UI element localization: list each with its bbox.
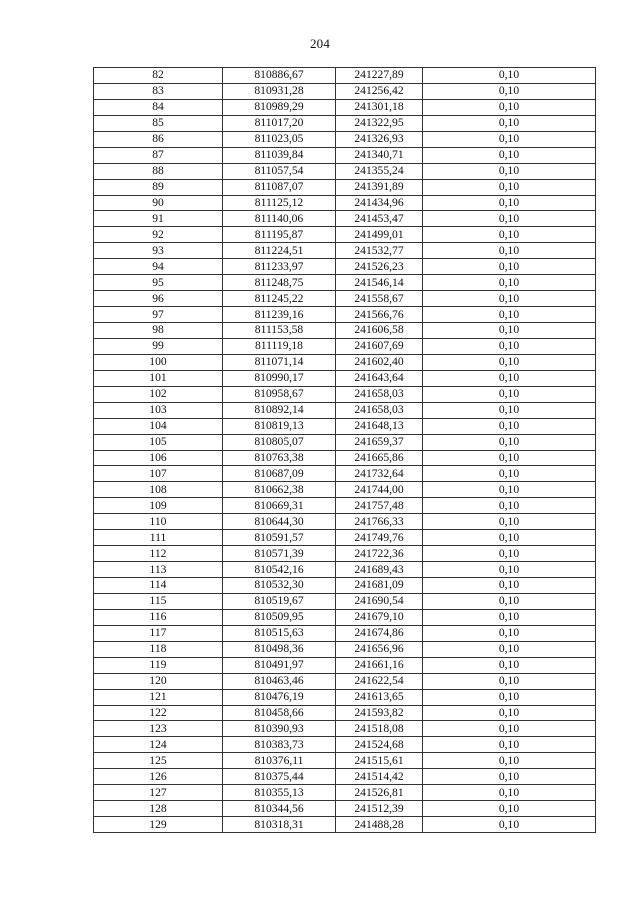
y-coordinate-cell: 241722,36 bbox=[336, 546, 423, 562]
y-coordinate-cell: 241453,47 bbox=[336, 211, 423, 227]
table-row bbox=[94, 115, 596, 131]
y-coordinate-cell: 241606,58 bbox=[336, 323, 423, 339]
table-row bbox=[94, 817, 596, 833]
table-row bbox=[94, 530, 596, 546]
table-row bbox=[94, 578, 596, 594]
table-row bbox=[94, 307, 596, 323]
value-cell: 0,10 bbox=[423, 115, 596, 131]
x-coordinate-cell: 810662,38 bbox=[223, 482, 336, 498]
table-row bbox=[94, 705, 596, 721]
x-coordinate-cell: 810644,30 bbox=[223, 514, 336, 530]
x-coordinate-cell: 810376,11 bbox=[223, 753, 336, 769]
value-cell: 0,10 bbox=[423, 817, 596, 833]
y-coordinate-cell: 241227,89 bbox=[336, 68, 423, 84]
value-cell: 0,10 bbox=[423, 721, 596, 737]
x-coordinate-cell: 811153,58 bbox=[223, 323, 336, 339]
point-number-cell: 123 bbox=[94, 721, 223, 737]
x-coordinate-cell: 810886,67 bbox=[223, 68, 336, 84]
x-coordinate-cell: 810532,30 bbox=[223, 578, 336, 594]
table-row bbox=[94, 99, 596, 115]
x-coordinate-cell: 811248,75 bbox=[223, 275, 336, 291]
table-row bbox=[94, 259, 596, 275]
y-coordinate-cell: 241518,08 bbox=[336, 721, 423, 737]
value-cell: 0,10 bbox=[423, 195, 596, 211]
value-cell: 0,10 bbox=[423, 450, 596, 466]
x-coordinate-cell: 810687,09 bbox=[223, 466, 336, 482]
x-coordinate-cell: 810355,13 bbox=[223, 785, 336, 801]
y-coordinate-cell: 241661,16 bbox=[336, 657, 423, 673]
table-row bbox=[94, 737, 596, 753]
table-row bbox=[94, 562, 596, 578]
value-cell: 0,10 bbox=[423, 737, 596, 753]
value-cell: 0,10 bbox=[423, 673, 596, 689]
table-row bbox=[94, 514, 596, 530]
point-number-cell: 86 bbox=[94, 131, 223, 147]
point-number-cell: 83 bbox=[94, 83, 223, 99]
table-row bbox=[94, 131, 596, 147]
value-cell: 0,10 bbox=[423, 323, 596, 339]
table-row bbox=[94, 609, 596, 625]
value-cell: 0,10 bbox=[423, 386, 596, 402]
value-cell: 0,10 bbox=[423, 482, 596, 498]
y-coordinate-cell: 241656,96 bbox=[336, 641, 423, 657]
point-number-cell: 94 bbox=[94, 259, 223, 275]
point-number-cell: 108 bbox=[94, 482, 223, 498]
table-row bbox=[94, 370, 596, 386]
point-number-cell: 120 bbox=[94, 673, 223, 689]
x-coordinate-cell: 811071,14 bbox=[223, 354, 336, 370]
y-coordinate-cell: 241526,23 bbox=[336, 259, 423, 275]
value-cell: 0,10 bbox=[423, 259, 596, 275]
y-coordinate-cell: 241566,76 bbox=[336, 307, 423, 323]
point-number-cell: 112 bbox=[94, 546, 223, 562]
point-number-cell: 117 bbox=[94, 625, 223, 641]
x-coordinate-cell: 810390,93 bbox=[223, 721, 336, 737]
x-coordinate-cell: 810892,14 bbox=[223, 402, 336, 418]
x-coordinate-cell: 811195,87 bbox=[223, 227, 336, 243]
value-cell: 0,10 bbox=[423, 578, 596, 594]
value-cell: 0,10 bbox=[423, 753, 596, 769]
point-number-cell: 98 bbox=[94, 323, 223, 339]
y-coordinate-cell: 241749,76 bbox=[336, 530, 423, 546]
value-cell: 0,10 bbox=[423, 785, 596, 801]
table-row bbox=[94, 68, 596, 84]
value-cell: 0,10 bbox=[423, 147, 596, 163]
value-cell: 0,10 bbox=[423, 179, 596, 195]
point-number-cell: 101 bbox=[94, 370, 223, 386]
x-coordinate-cell: 810591,57 bbox=[223, 530, 336, 546]
x-coordinate-cell: 810375,44 bbox=[223, 769, 336, 785]
value-cell: 0,10 bbox=[423, 514, 596, 530]
point-number-cell: 107 bbox=[94, 466, 223, 482]
value-cell: 0,10 bbox=[423, 434, 596, 450]
x-coordinate-cell: 811233,97 bbox=[223, 259, 336, 275]
x-coordinate-cell: 811239,16 bbox=[223, 307, 336, 323]
table-row bbox=[94, 498, 596, 514]
point-number-cell: 127 bbox=[94, 785, 223, 801]
point-number-cell: 84 bbox=[94, 99, 223, 115]
table-row bbox=[94, 291, 596, 307]
value-cell: 0,10 bbox=[423, 291, 596, 307]
y-coordinate-cell: 241681,09 bbox=[336, 578, 423, 594]
value-cell: 0,10 bbox=[423, 641, 596, 657]
y-coordinate-cell: 241613,65 bbox=[336, 689, 423, 705]
x-coordinate-cell: 810763,38 bbox=[223, 450, 336, 466]
table-row bbox=[94, 147, 596, 163]
point-number-cell: 116 bbox=[94, 609, 223, 625]
table-row bbox=[94, 625, 596, 641]
x-coordinate-cell: 810498,36 bbox=[223, 641, 336, 657]
x-coordinate-cell: 810819,13 bbox=[223, 418, 336, 434]
x-coordinate-cell: 811119,18 bbox=[223, 338, 336, 354]
y-coordinate-cell: 241512,39 bbox=[336, 801, 423, 817]
y-coordinate-cell: 241546,14 bbox=[336, 275, 423, 291]
point-number-cell: 82 bbox=[94, 68, 223, 84]
point-number-cell: 114 bbox=[94, 578, 223, 594]
x-coordinate-cell: 810519,67 bbox=[223, 593, 336, 609]
value-cell: 0,10 bbox=[423, 211, 596, 227]
point-number-cell: 118 bbox=[94, 641, 223, 657]
x-coordinate-cell: 810344,56 bbox=[223, 801, 336, 817]
x-coordinate-cell: 810491,97 bbox=[223, 657, 336, 673]
table-row bbox=[94, 179, 596, 195]
x-coordinate-cell: 811140,06 bbox=[223, 211, 336, 227]
x-coordinate-cell: 811057,54 bbox=[223, 163, 336, 179]
value-cell: 0,10 bbox=[423, 657, 596, 673]
y-coordinate-cell: 241256,42 bbox=[336, 83, 423, 99]
table-row bbox=[94, 354, 596, 370]
y-coordinate-cell: 241593,82 bbox=[336, 705, 423, 721]
y-coordinate-cell: 241757,48 bbox=[336, 498, 423, 514]
x-coordinate-cell: 810931,28 bbox=[223, 83, 336, 99]
coordinates-table bbox=[93, 67, 596, 833]
point-number-cell: 99 bbox=[94, 338, 223, 354]
y-coordinate-cell: 241526,81 bbox=[336, 785, 423, 801]
point-number-cell: 109 bbox=[94, 498, 223, 514]
table-row bbox=[94, 641, 596, 657]
y-coordinate-cell: 241355,24 bbox=[336, 163, 423, 179]
table-row bbox=[94, 769, 596, 785]
table-row bbox=[94, 195, 596, 211]
point-number-cell: 121 bbox=[94, 689, 223, 705]
x-coordinate-cell: 810458,66 bbox=[223, 705, 336, 721]
table-row bbox=[94, 466, 596, 482]
x-coordinate-cell: 811023,05 bbox=[223, 131, 336, 147]
y-coordinate-cell: 241524,68 bbox=[336, 737, 423, 753]
table-row bbox=[94, 275, 596, 291]
value-cell: 0,10 bbox=[423, 227, 596, 243]
x-coordinate-cell: 810318,31 bbox=[223, 817, 336, 833]
table-row bbox=[94, 83, 596, 99]
x-coordinate-cell: 810509,95 bbox=[223, 609, 336, 625]
point-number-cell: 128 bbox=[94, 801, 223, 817]
point-number-cell: 113 bbox=[94, 562, 223, 578]
value-cell: 0,10 bbox=[423, 769, 596, 785]
x-coordinate-cell: 811245,22 bbox=[223, 291, 336, 307]
table-row bbox=[94, 785, 596, 801]
point-number-cell: 92 bbox=[94, 227, 223, 243]
x-coordinate-cell: 810463,46 bbox=[223, 673, 336, 689]
table-row bbox=[94, 163, 596, 179]
value-cell: 0,10 bbox=[423, 354, 596, 370]
table-row bbox=[94, 211, 596, 227]
table-row bbox=[94, 801, 596, 817]
y-coordinate-cell: 241322,95 bbox=[336, 115, 423, 131]
table-row bbox=[94, 338, 596, 354]
y-coordinate-cell: 241602,40 bbox=[336, 354, 423, 370]
value-cell: 0,10 bbox=[423, 131, 596, 147]
table-row bbox=[94, 418, 596, 434]
point-number-cell: 115 bbox=[94, 593, 223, 609]
x-coordinate-cell: 811039,84 bbox=[223, 147, 336, 163]
point-number-cell: 100 bbox=[94, 354, 223, 370]
x-coordinate-cell: 811087,07 bbox=[223, 179, 336, 195]
y-coordinate-cell: 241558,67 bbox=[336, 291, 423, 307]
table-row bbox=[94, 227, 596, 243]
x-coordinate-cell: 810383,73 bbox=[223, 737, 336, 753]
value-cell: 0,10 bbox=[423, 562, 596, 578]
table-row bbox=[94, 753, 596, 769]
x-coordinate-cell: 810669,31 bbox=[223, 498, 336, 514]
value-cell: 0,10 bbox=[423, 338, 596, 354]
y-coordinate-cell: 241499,01 bbox=[336, 227, 423, 243]
y-coordinate-cell: 241674,86 bbox=[336, 625, 423, 641]
point-number-cell: 126 bbox=[94, 769, 223, 785]
y-coordinate-cell: 241658,03 bbox=[336, 386, 423, 402]
point-number-cell: 96 bbox=[94, 291, 223, 307]
table-row bbox=[94, 673, 596, 689]
value-cell: 0,10 bbox=[423, 99, 596, 115]
x-coordinate-cell: 810571,39 bbox=[223, 546, 336, 562]
y-coordinate-cell: 241679,10 bbox=[336, 609, 423, 625]
value-cell: 0,10 bbox=[423, 593, 596, 609]
x-coordinate-cell: 810958,67 bbox=[223, 386, 336, 402]
y-coordinate-cell: 241607,69 bbox=[336, 338, 423, 354]
y-coordinate-cell: 241689,43 bbox=[336, 562, 423, 578]
point-number-cell: 90 bbox=[94, 195, 223, 211]
y-coordinate-cell: 241648,13 bbox=[336, 418, 423, 434]
y-coordinate-cell: 241690,54 bbox=[336, 593, 423, 609]
value-cell: 0,10 bbox=[423, 609, 596, 625]
table-row bbox=[94, 434, 596, 450]
y-coordinate-cell: 241732,64 bbox=[336, 466, 423, 482]
x-coordinate-cell: 810989,29 bbox=[223, 99, 336, 115]
value-cell: 0,10 bbox=[423, 689, 596, 705]
value-cell: 0,10 bbox=[423, 418, 596, 434]
table-row bbox=[94, 402, 596, 418]
point-number-cell: 111 bbox=[94, 530, 223, 546]
point-number-cell: 119 bbox=[94, 657, 223, 673]
point-number-cell: 122 bbox=[94, 705, 223, 721]
y-coordinate-cell: 241515,61 bbox=[336, 753, 423, 769]
x-coordinate-cell: 811017,20 bbox=[223, 115, 336, 131]
value-cell: 0,10 bbox=[423, 625, 596, 641]
y-coordinate-cell: 241659,37 bbox=[336, 434, 423, 450]
y-coordinate-cell: 241301,18 bbox=[336, 99, 423, 115]
y-coordinate-cell: 241391,89 bbox=[336, 179, 423, 195]
value-cell: 0,10 bbox=[423, 705, 596, 721]
point-number-cell: 103 bbox=[94, 402, 223, 418]
x-coordinate-cell: 811224,51 bbox=[223, 243, 336, 259]
y-coordinate-cell: 241434,96 bbox=[336, 195, 423, 211]
point-number-cell: 124 bbox=[94, 737, 223, 753]
value-cell: 0,10 bbox=[423, 243, 596, 259]
point-number-cell: 125 bbox=[94, 753, 223, 769]
page-number: 204 bbox=[309, 36, 331, 51]
y-coordinate-cell: 241622,54 bbox=[336, 673, 423, 689]
y-coordinate-cell: 241340,71 bbox=[336, 147, 423, 163]
x-coordinate-cell: 810542,16 bbox=[223, 562, 336, 578]
y-coordinate-cell: 241658,03 bbox=[336, 402, 423, 418]
value-cell: 0,10 bbox=[423, 83, 596, 99]
table-row bbox=[94, 721, 596, 737]
coordinates-table-body bbox=[94, 68, 596, 833]
y-coordinate-cell: 241766,33 bbox=[336, 514, 423, 530]
value-cell: 0,10 bbox=[423, 402, 596, 418]
table-row bbox=[94, 323, 596, 339]
value-cell: 0,10 bbox=[423, 370, 596, 386]
value-cell: 0,10 bbox=[423, 801, 596, 817]
point-number-cell: 91 bbox=[94, 211, 223, 227]
point-number-cell: 102 bbox=[94, 386, 223, 402]
point-number-cell: 88 bbox=[94, 163, 223, 179]
table-row bbox=[94, 386, 596, 402]
value-cell: 0,10 bbox=[423, 68, 596, 84]
table-row bbox=[94, 450, 596, 466]
point-number-cell: 106 bbox=[94, 450, 223, 466]
value-cell: 0,10 bbox=[423, 466, 596, 482]
point-number-cell: 97 bbox=[94, 307, 223, 323]
point-number-cell: 95 bbox=[94, 275, 223, 291]
value-cell: 0,10 bbox=[423, 530, 596, 546]
y-coordinate-cell: 241532,77 bbox=[336, 243, 423, 259]
point-number-cell: 85 bbox=[94, 115, 223, 131]
point-number-cell: 87 bbox=[94, 147, 223, 163]
point-number-cell: 129 bbox=[94, 817, 223, 833]
value-cell: 0,10 bbox=[423, 307, 596, 323]
y-coordinate-cell: 241488,28 bbox=[336, 817, 423, 833]
y-coordinate-cell: 241665,86 bbox=[336, 450, 423, 466]
value-cell: 0,10 bbox=[423, 546, 596, 562]
point-number-cell: 110 bbox=[94, 514, 223, 530]
x-coordinate-cell: 810990,17 bbox=[223, 370, 336, 386]
table-row bbox=[94, 657, 596, 673]
value-cell: 0,10 bbox=[423, 498, 596, 514]
table-row bbox=[94, 482, 596, 498]
table-row bbox=[94, 546, 596, 562]
x-coordinate-cell: 810805,07 bbox=[223, 434, 336, 450]
y-coordinate-cell: 241326,93 bbox=[336, 131, 423, 147]
x-coordinate-cell: 810515,63 bbox=[223, 625, 336, 641]
y-coordinate-cell: 241514,42 bbox=[336, 769, 423, 785]
table-row bbox=[94, 593, 596, 609]
point-number-cell: 105 bbox=[94, 434, 223, 450]
y-coordinate-cell: 241744,00 bbox=[336, 482, 423, 498]
point-number-cell: 104 bbox=[94, 418, 223, 434]
x-coordinate-cell: 810476,19 bbox=[223, 689, 336, 705]
y-coordinate-cell: 241643,64 bbox=[336, 370, 423, 386]
point-number-cell: 89 bbox=[94, 179, 223, 195]
x-coordinate-cell: 811125,12 bbox=[223, 195, 336, 211]
point-number-cell: 93 bbox=[94, 243, 223, 259]
table-row bbox=[94, 243, 596, 259]
table-row bbox=[94, 689, 596, 705]
value-cell: 0,10 bbox=[423, 275, 596, 291]
value-cell: 0,10 bbox=[423, 163, 596, 179]
